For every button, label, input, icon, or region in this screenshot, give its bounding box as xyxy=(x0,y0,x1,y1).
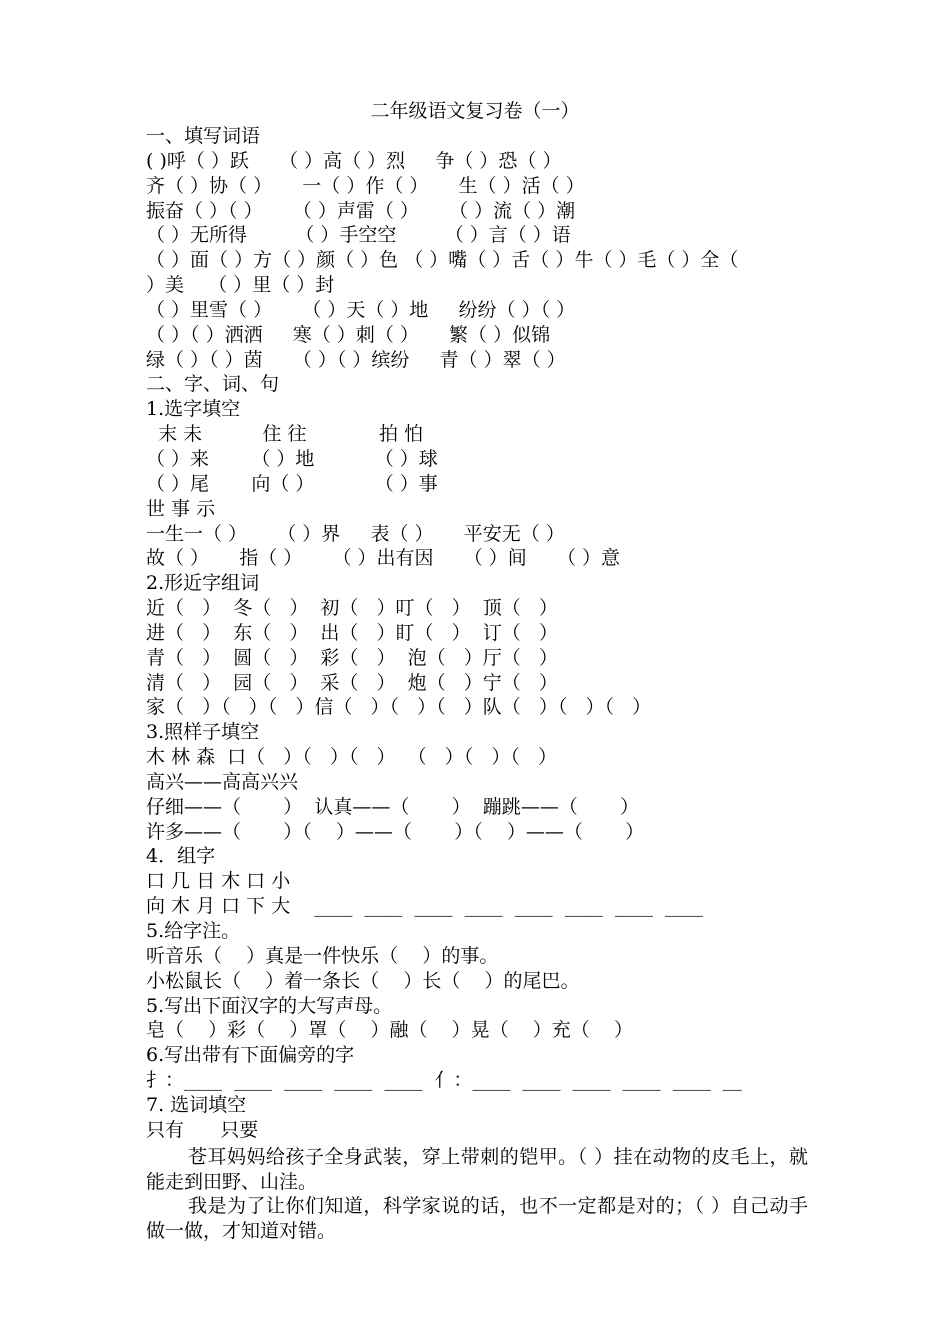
text-line: 高兴——高高兴兴 xyxy=(146,770,299,793)
text-line: 世 事 示 xyxy=(146,497,216,520)
text-line: 口 几 日 木 口 小 xyxy=(146,870,291,893)
subsection-heading: 5.写出下面汉字的大写声母。 xyxy=(146,994,393,1017)
text-line: 皂（ ）彩（ ）罩（ ）融（ ）晃（ ）充（ ） xyxy=(146,1019,633,1042)
text-line: ）美 （ ）里（ ）封 xyxy=(146,274,335,297)
passage xyxy=(146,1145,808,1243)
text-line: 小松鼠长（ ）着一条长（ ）长（ ）的尾巴。 xyxy=(146,969,580,992)
passage-paragraph: 苍耳妈妈给孩子全身武装，穿上带刺的铠甲。（ ）挂在动物的皮毛上，就能走到田野、山洼。 xyxy=(146,1146,808,1193)
text-line: 青（ ） 圆（ ） 彩（ ） 泡（ ）厅（ ） xyxy=(146,646,558,669)
subsection-heading: 1.选字填空 xyxy=(146,398,241,421)
subsection-heading: 3.照样子填空 xyxy=(146,721,260,744)
text-line: 一生一（ ） （ ）界 表（ ） 平安无（ ） xyxy=(146,522,565,545)
text-line: 木 林 森 口（ ）（ ）（ ） （ ）（ ）（ ） xyxy=(146,746,557,769)
text-line: （ ）面（ ）方（ ）颜（ ）色 （ ）嘴（ ）舌（ ）牛（ ）毛（ ）全（ xyxy=(146,249,739,272)
subsection-heading: 4．组字 xyxy=(146,845,216,868)
text-line: 振奋（ ）（ ） （ ）声雷（ ） （ ）流（ ）潮 xyxy=(146,199,576,222)
text-line: 扌：____ ____ ____ ____ ____ 亻：____ ____ ____ ____ ____ __ xyxy=(146,1069,742,1092)
text-line: 向 木 月 口 下 大 ____ ____ ____ ____ ____ ____ ____ ____ xyxy=(146,895,703,918)
passage-paragraph: 我是为了让你们知道，科学家说的话，也不一定都是对的；（ ）自己动手做一做，才知道对错。 xyxy=(146,1195,808,1242)
text-line: ( )呼（ ）跃 （ ）高（ ）烈 争（ ）恐（ ） xyxy=(146,149,562,172)
text-line: 许多——（ ）（ ）——（ ）（ ）——（ ） xyxy=(146,820,645,843)
text-line: 家（ ）（ ）（ ）信（ ）（ ）（ ）队（ ）（ ）（ ） xyxy=(146,696,652,719)
worksheet-lines xyxy=(146,124,826,1143)
section-heading: 一、填写词语 xyxy=(146,125,261,147)
text-line: 故（ ） 指（ ） （ ）出有因 （ ）间 （ ）意 xyxy=(146,547,620,570)
text-line: 只有 只要 xyxy=(146,1118,259,1141)
text-line: 仔细——（ ） 认真——（ ） 蹦跳——（ ） xyxy=(146,795,639,818)
text-line: （ ）尾 向（ ） （ ）事 xyxy=(146,472,438,495)
text-line: 末 未 住 往 拍 怕 xyxy=(146,423,424,446)
subsection-heading: 6.写出带有下面偏旁的字 xyxy=(146,1044,355,1067)
text-line: 近（ ） 冬（ ） 初（ ）叮（ ） 顶（ ） xyxy=(146,597,558,620)
text-line: （ ）里雪（ ） （ ）天（ ）地 纷纷（ ）（ ） xyxy=(146,298,576,321)
subsection-heading: 5.给字注。 xyxy=(146,920,241,942)
text-line: （ ）来 （ ）地 （ ）球 xyxy=(146,447,438,470)
subsection-heading: 2.形近字组词 xyxy=(146,572,260,595)
section-heading: 二、字、词、句 xyxy=(146,373,280,396)
subsection-heading: 7. 选词填空 xyxy=(146,1093,247,1116)
text-line: 绿（ ）（ ）茵 （ ）（ ）缤纷 青（ ）翠（ ） xyxy=(146,348,566,371)
text-line: 听音乐（ ）真是一件快乐（ ）的事。 xyxy=(146,944,499,967)
text-line: 清（ ） 园（ ） 采（ ） 炮（ ）宁（ ） xyxy=(146,671,558,694)
text-line: （ ）无所得 （ ）手空空 （ ）言（ ）语 xyxy=(146,224,571,247)
text-line: 齐（ ）协（ ） 一（ ）作（ ） 生（ ）活（ ） xyxy=(146,174,585,197)
text-line: 进（ ） 东（ ） 出（ ）盯（ ） 订（ ） xyxy=(146,621,558,644)
page-title: 二年级语文复习卷（一） xyxy=(370,100,580,122)
text-line: （ ）（ ）洒洒 寒（ ）刺（ ） 繁（ ）似锦 xyxy=(146,323,551,346)
